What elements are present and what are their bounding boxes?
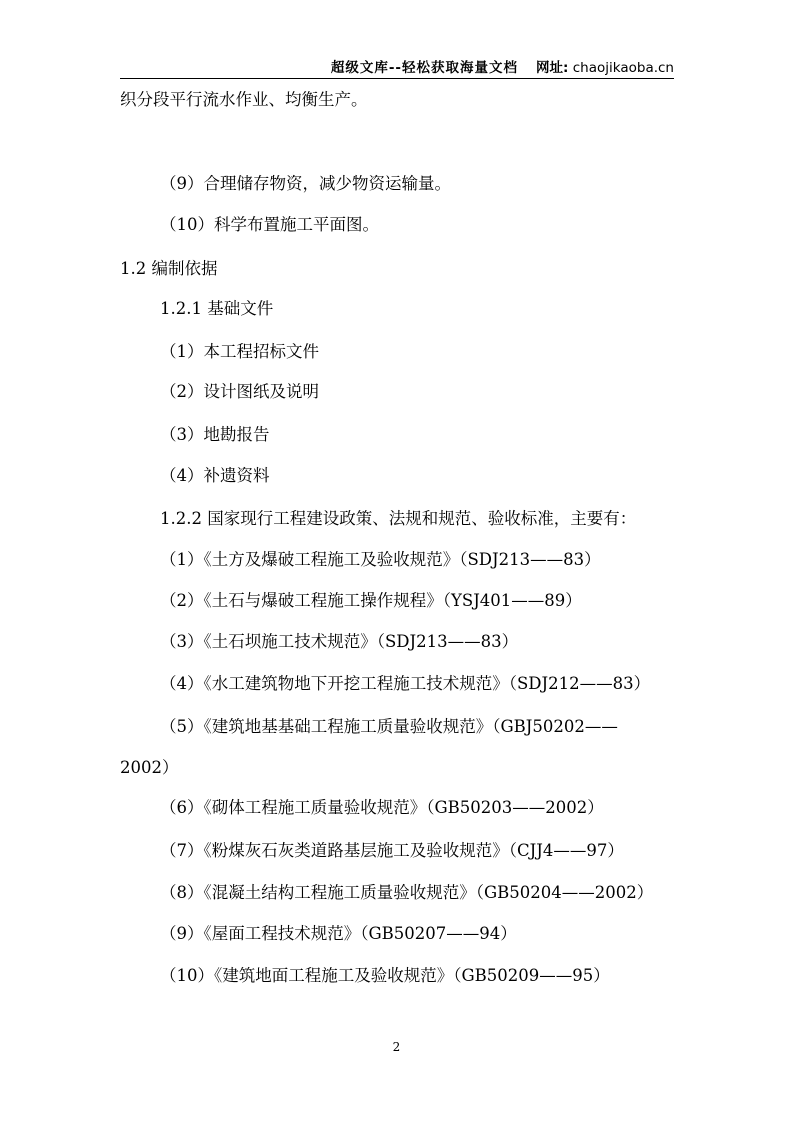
page-header [120,52,674,79]
paragraph-line: 织分段平行流水作业、均衡生产。 [120,90,368,109]
list-item: （2）设计图纸及说明 [160,382,319,401]
header-text [331,56,674,76]
page-number: 2 [392,1040,401,1054]
header-site-label: 网址: [536,60,569,76]
list-item-continuation: 2002） [120,758,179,777]
list-item: （10）《建筑地面工程施工及验收规范》（GB50209——95） [160,966,610,985]
list-item: （5）《建筑地基基础工程施工质量验收规范》（GBJ50202—— [160,717,618,736]
list-item: （3）《土石坝施工技术规范》（SDJ213——83） [160,632,519,651]
list-item: （1）《土方及爆破工程施工及验收规范》（SDJ213——83） [160,550,601,569]
subsection-heading: 1.2.2 国家现行工程建设政策、法规和规范、验收标准，主要有： [160,509,637,528]
section-heading: 1.2 编制依据 [120,259,218,278]
list-item: （6）《砌体工程施工质量验收规范》（GB50203——2002） [160,798,604,817]
list-item: （9）《屋面工程技术规范》（GB50207——94） [160,924,517,943]
list-item: （3）地勘报告 [160,425,270,444]
list-item: （4）补遗资料 [160,466,270,485]
list-item: （9）合理储存物资，减少物资运输量。 [160,174,451,193]
header-brand: 超级文库--轻松获取海量文档 [330,60,519,76]
header-site-url: chaojikaoba.cn [572,60,674,76]
subsection-heading: 1.2.1 基础文件 [160,299,274,318]
list-item: （1）本工程招标文件 [160,342,319,361]
list-item: （2）《土石与爆破工程施工操作规程》（YSJ401——89） [160,591,582,610]
list-item: （7）《粉煤灰石灰类道路基层施工及验收规范》（CJJ4——97） [160,841,624,860]
list-item: （4）《水工建筑物地下开挖工程施工技术规范》（SDJ212——83） [160,674,651,693]
list-item: （8）《混凝土结构工程施工质量验收规范》（GB50204——2002） [160,883,654,902]
list-item: （10）科学布置施工平面图。 [160,215,379,234]
